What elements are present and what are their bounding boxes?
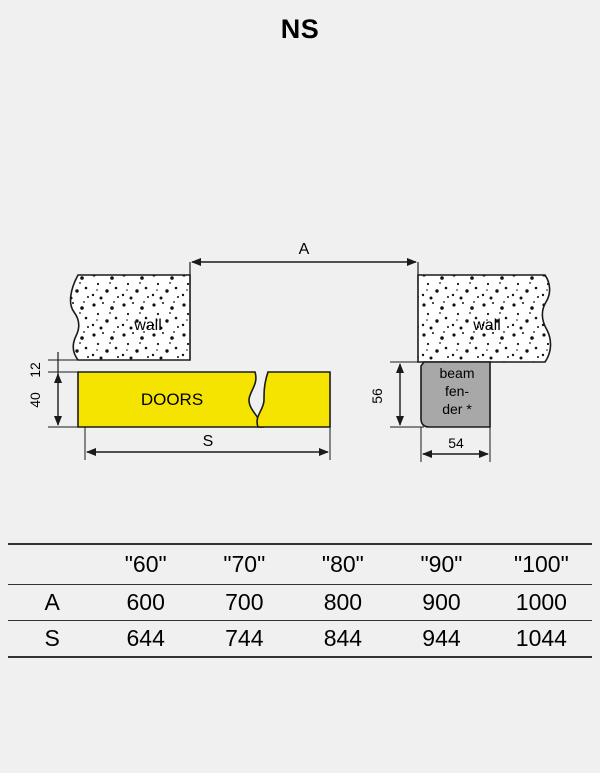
- right-wall-label: wall: [473, 317, 501, 334]
- beam-fender-label-line2: fen-: [444, 383, 470, 399]
- table-cell-a-80: 800: [294, 585, 393, 621]
- dimension-a: [190, 241, 418, 282]
- table-header-100: "100": [491, 544, 592, 585]
- table-cell-s-90: 944: [392, 621, 491, 658]
- dimension-54-label: 54: [448, 435, 464, 451]
- spec-table: [8, 543, 592, 658]
- left-wall: [71, 275, 190, 360]
- doors-label: DOORS: [140, 390, 204, 409]
- dimension-a-label: A: [298, 241, 310, 258]
- table-cell-s-100: 1044: [491, 621, 592, 658]
- dimension-56: [369, 362, 424, 427]
- table-cell-a-90: 900: [392, 585, 491, 621]
- table-cell-s-70: 744: [195, 621, 294, 658]
- right-wall: [418, 275, 551, 362]
- table-cell-a-70: 700: [195, 585, 294, 621]
- table-cell-a-60: 600: [96, 585, 195, 621]
- dimension-12-label: 12: [27, 362, 43, 378]
- beam-fender: [421, 362, 490, 427]
- beam-fender-label-line1: beam: [439, 365, 475, 381]
- table-header-70: "70": [195, 544, 294, 585]
- dimension-12: [27, 352, 80, 380]
- table-row: [8, 585, 592, 621]
- dimension-40-label: 40: [27, 392, 43, 408]
- dimension-54: [421, 427, 490, 462]
- table-header-90: "90": [392, 544, 491, 585]
- beam-fender-label-line3: der *: [442, 401, 472, 417]
- dimension-56-label: 56: [369, 388, 385, 404]
- dimension-40: [27, 372, 80, 427]
- table-cell-s-60: 644: [96, 621, 195, 658]
- table-header-corner: [8, 544, 96, 585]
- page-title: NS: [280, 14, 320, 44]
- table-row-label-a: A: [8, 585, 96, 621]
- table-header-80: "80": [294, 544, 393, 585]
- left-wall-label: wall: [134, 317, 162, 334]
- doors-panel: [78, 372, 330, 427]
- table-cell-s-80: 844: [294, 621, 393, 658]
- table-header-60: "60": [96, 544, 195, 585]
- dimension-s-label: S: [202, 433, 214, 450]
- spec-table-wrapper: [8, 543, 592, 658]
- table-row-label-s: S: [8, 621, 96, 658]
- table-row: [8, 621, 592, 658]
- table-header-row: [8, 544, 592, 585]
- table-cell-a-100: 1000: [491, 585, 592, 621]
- dimension-s: [85, 427, 330, 460]
